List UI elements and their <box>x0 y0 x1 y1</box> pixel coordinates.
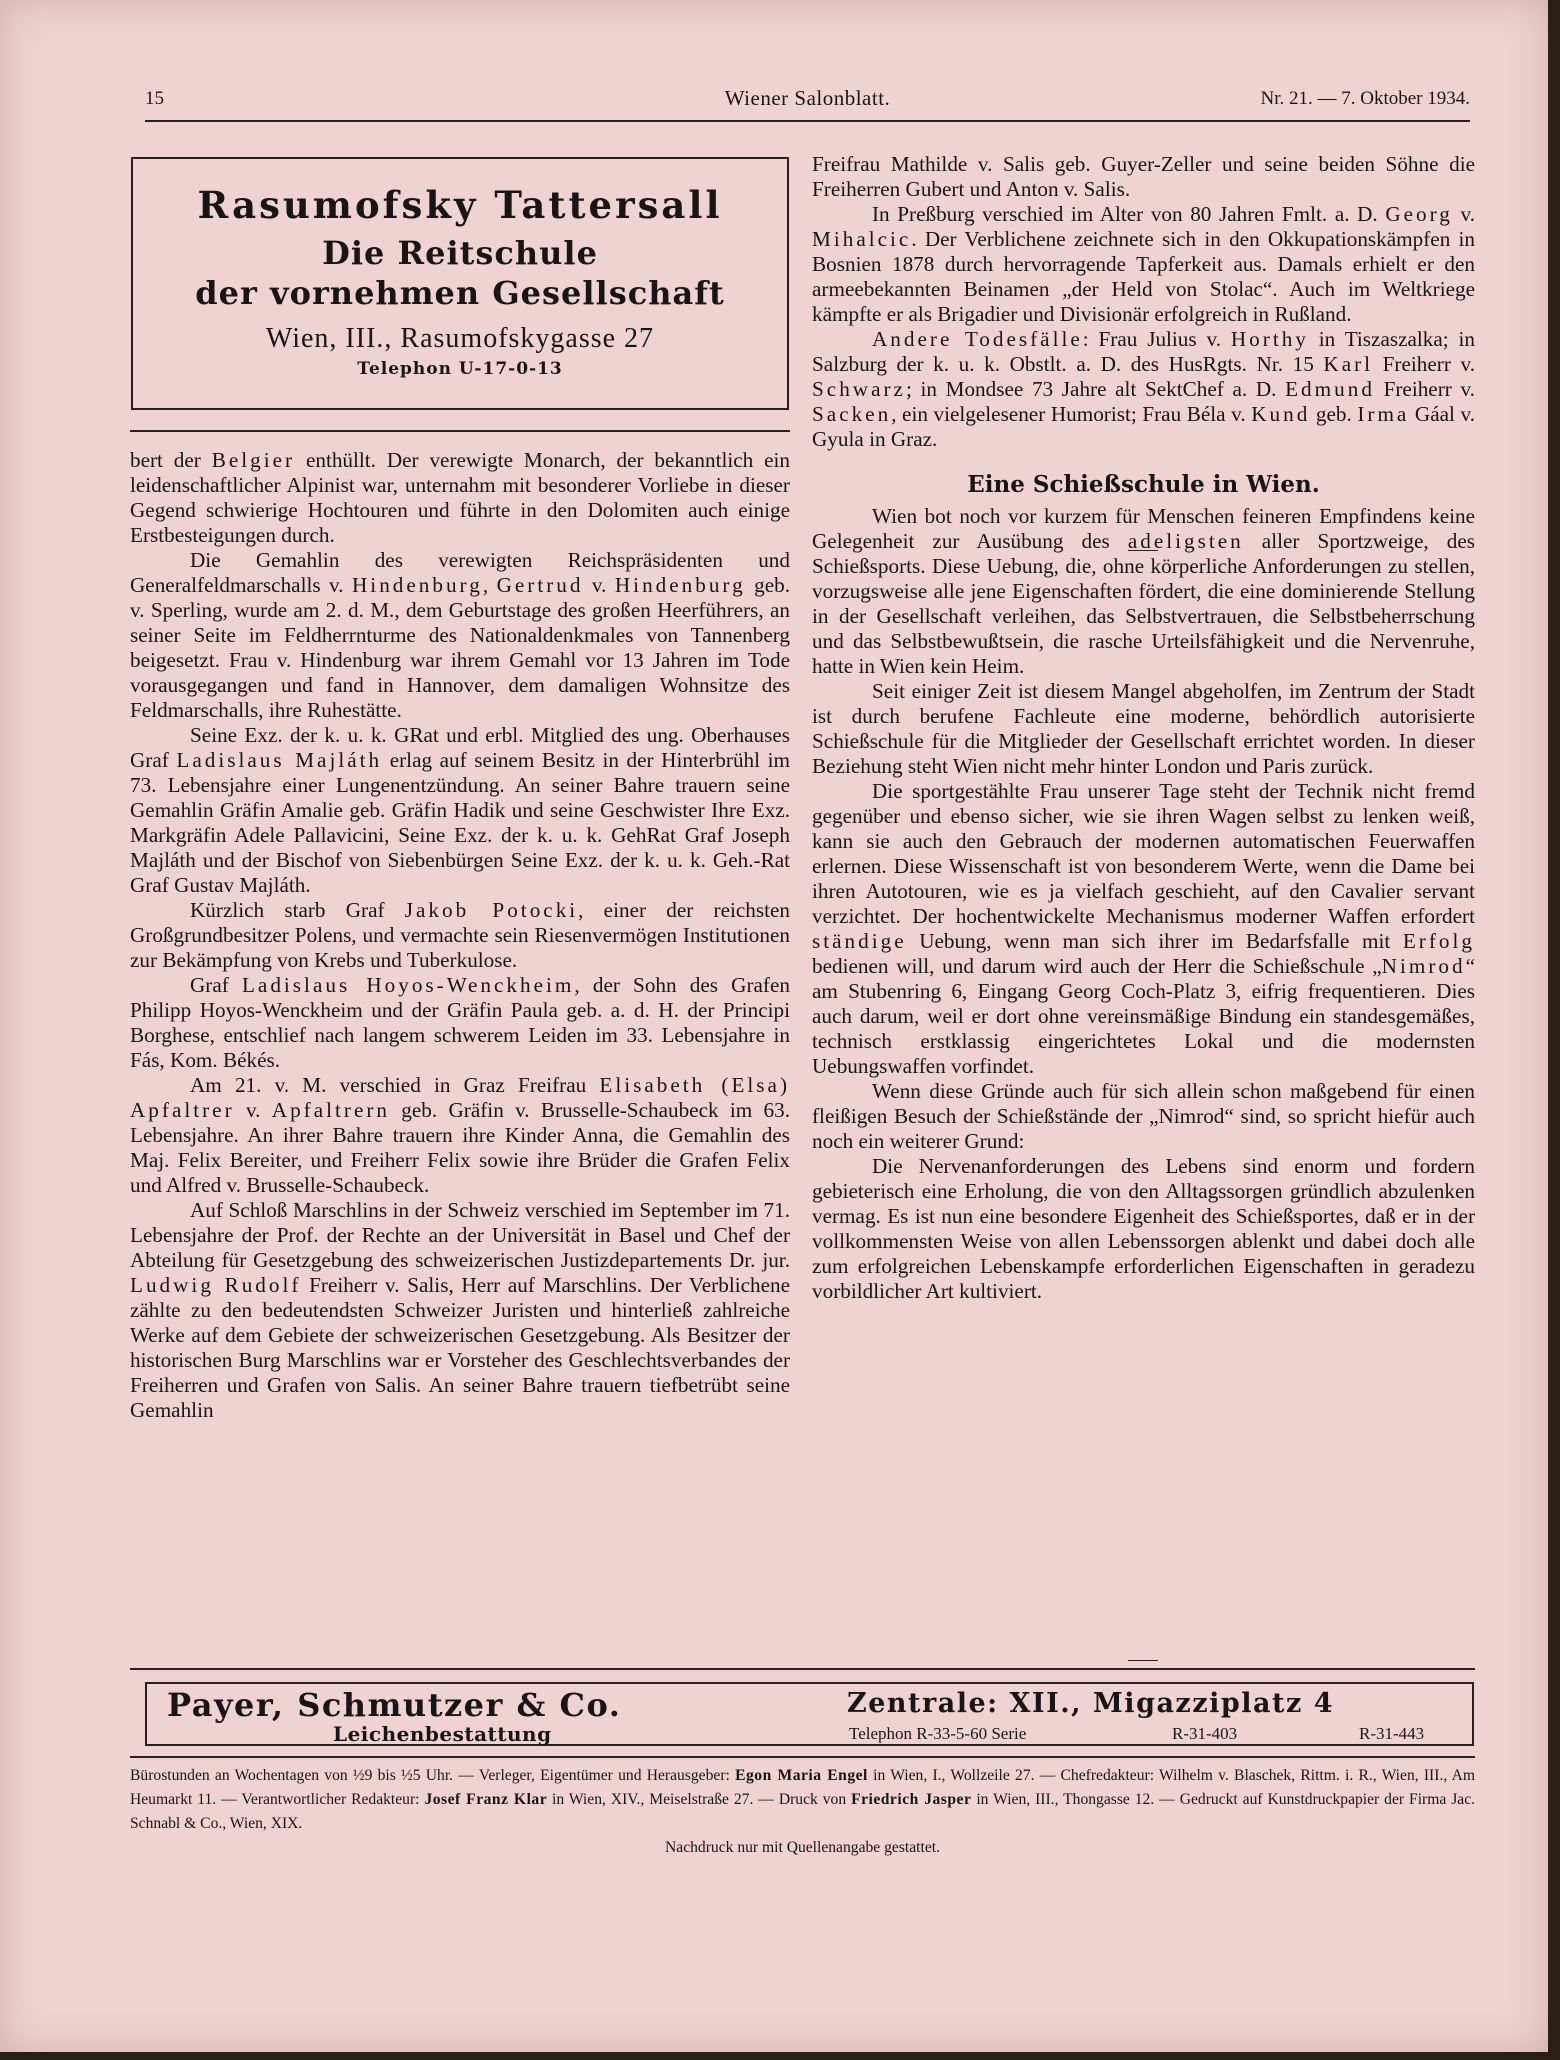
ad-company-name: Payer, Schmutzer & Co. <box>167 1686 622 1724</box>
divider <box>130 1668 1475 1670</box>
ad-company-subtitle: Leichenbestattung <box>333 1722 552 1746</box>
imprint-note: Nachdruck nur mit Quellenangabe gestattet. <box>665 1839 940 1856</box>
paragraph: Freifrau Mathilde v. Salis geb. Guyer-Zeller und seine beiden Söhne die Freiherren Gubert und Anton v. Salis. <box>812 152 1475 201</box>
paragraph: In Preßburg verschied im Alter von 80 Jahren Fmlt. a. D. Georg v. Mihalcic. Der Verblichene zeichnete sich in den Okkupationskämpfen in Bosnien 1878 durch hervorragende Tapferkeit aus. Damals erhielt er den armeebekannten Beinamen „der Held von Stolac“. Auch im Weltkriege kämpfte er als Brigadier und Divisionär erfolgreich in Rußland. <box>812 202 1476 326</box>
ad-address: Wien, III., Rasumofskygasse 27 <box>265 323 655 354</box>
advertisement-tattersall <box>131 157 789 410</box>
paragraph: bert der Belgier enthüllt. Der verewigte Monarch, der bekanntlich ein leidenschaftlicher Alpinist war, unternahm mit besonderer Vorliebe in dieser Gegend schwierige Hochtouren und führte in den Dolomiten auch einige Erstbesteigungen durch. <box>130 448 790 547</box>
ad-phone: R-31-403 <box>1172 1724 1238 1743</box>
paragraph: Die Gemahlin des verewigten Reichspräsidenten und Generalfeldmarschalls v. Hindenburg, Gertrud v. Hindenburg geb. v. Sperling, wurde am 2. d. M., dem Geburtstage des großen Heerführers, an seiner Seite im Feldherrnturme des Nationaldenkmales von Tannenberg beigesetzt. Frau v. Hindenburg war ihrem Gemahl vor 13 Jahren im Tode vorausgegangen und fand in Hannover, dem damaligen Wohnsitze des Feldmarschalls, ihre Ruhestätte. <box>130 548 791 722</box>
paragraph: Wien bot noch vor kurzem für Menschen feineren Empfindens keine Gelegenheit zur Ausübung des adeligsten aller Sportzweige, des Schießsports. Diese Uebung, die, ohne körperliche Anforderungen zu stellen, vorzugsweise alle jene Eigenschaften fördert, die eine dominierende Stellung in der Gesellschaft verleihen, das Selbstvertrauen, die Selbstbeherrschung und das Selbstbewußtsein, die rasche Urteilsfähigkeit und die Nervenruhe, hatte in Wien kein Heim. <box>812 504 1475 678</box>
paragraph: Graf Ladislaus Hoyos-Wenckheim, der Sohn des Grafen Philipp Hoyos-Wenckheim und der Gräfin Paula geb. a. d. H. der Principi Borghese, entschlief nach langem schwerem Leiden im 33. Lebensjahre in Fás, Kom. Békés. <box>130 973 790 1072</box>
publication-title: Wiener Salonblatt. <box>724 86 891 110</box>
section-heading: Eine Schießschule in Wien. <box>967 471 1320 498</box>
left-column <box>130 448 790 1423</box>
paragraph: Andere Todesfälle: Frau Julius v. Horthy in Tiszaszalka; in Salzburg der k. u. k. Obstlt. a. D. des HusRgts. Nr. 15 Karl Freiherr v. Schwarz; in Mondsee 73 Jahre alt SektChef a. D. Edmund Freiherr v. Sacken, ein vielgelesener Humorist; Frau Béla v. Kund geb. Irma Gáal v. Gyula in Graz. <box>812 327 1475 451</box>
paragraph: Seine Exz. der k. u. k. GRat und erbl. Mitglied des ung. Oberhauses Graf Ladislaus Majláth erlag auf seinem Besitz in der Hinterbrühl im 73. Lebensjahre einer Lungenentzündung. An seiner Bahre trauern seine Gemahlin Gräfin Amalie geb. Gräfin Hadik und seine Geschwister Ihre Exz. Markgräfin Adele Pallavicini, Seine Exz. der k. u. k. GehRat Graf Joseph Majláth und der Bischof von Siebenbürgen Seine Exz. der k. u. k. Geh.-Rat Graf Gustav Majláth. <box>130 723 790 897</box>
ad-phone: R-31-443 <box>1359 1724 1425 1743</box>
paragraph: Kürzlich starb Graf Jakob Potocki, einer der reichsten Großgrundbesitzer Polens, und vermachte sein Riesenvermögen Institutionen zur Bekämpfung von Krebs und Tuberkulose. <box>130 898 790 972</box>
divider <box>130 430 790 432</box>
page-header <box>145 84 1470 122</box>
issue-date: Nr. 21. — 7. Oktober 1934. <box>1260 88 1470 109</box>
divider <box>130 1756 1475 1758</box>
ad-company-address: Zentrale: XII., Migazziplatz 4 <box>847 1688 1334 1719</box>
section-dash <box>1128 1660 1158 1661</box>
page-edge <box>0 2052 1560 2060</box>
ad-phone: Telephon U-17-0-13 <box>357 359 563 379</box>
paragraph: Die Nervenanforderungen des Lebens sind enorm und fordern gebieterisch eine Erholung, die von den Alltagssorgen gründlich abzulenken vermag. Es ist nun eine besondere Eigenheit des Schießsportes, daß er in der vollkommensten Weise von allen Lebenssorgen ablenkt und dabei doch alle zum erfolgreichen Lebenskampfe erforderlichen Eigenschaften in geradezu vorbildlicher Art kultiviert. <box>812 1154 1475 1303</box>
ad-title: Rasumofsky Tattersall <box>197 183 723 227</box>
paragraph: Seit einiger Zeit ist diesem Mangel abgeholfen, im Zentrum der Stadt ist durch berufene Fachleute eine moderne, behördlich autorisierte Schießschule für die Mitglieder der Gesellschaft errichtet worden. In dieser Beziehung steht Wien nicht mehr hinter London und Paris zurück. <box>812 679 1475 778</box>
right-column <box>812 152 1475 1304</box>
advertisement-funeral <box>145 1682 1474 1746</box>
paragraph: Wenn diese Gründe auch für sich allein schon maßgebend für einen fleißigen Besuch der Schießstände der „Nimrod“ sind, so spricht hiefür auch noch ein weiterer Grund: <box>812 1079 1475 1153</box>
ad-phone: Telephon R-33-5-60 Serie <box>849 1724 1027 1743</box>
paragraph: Auf Schloß Marschlins in der Schweiz verschied im September im 71. Lebensjahre der Prof. der Rechte an der Universität in Basel und Chef der Abteilung für Gesetzgebung des schweizerischen Justizdepartements Dr. jur. Ludwig Rudolf Freiherr v. Salis, Herr auf Marschlins. Der Verblichene zählte zu den bedeutendsten Schweizer Juristen und hinterließ zahlreiche Werke auf dem Gebiete der schweizerischen Gesetzgebung. Als Besitzer der historischen Burg Marschlins war er Vorsteher des Geschlechtsverbandes der Freiherren und Grafen von Salis. An seiner Bahre trauern tiefbetrübt seine Gemahlin <box>130 1198 790 1422</box>
paragraph: Am 21. v. M. verschied in Graz Freifrau Elisabeth (Elsa) Apfaltrer v. Apfaltrern geb. Gräfin v. Brusselle-Schaubeck im 63. Lebensjahre. An ihrer Bahre trauern ihre Kinder Anna, die Gemahlin des Maj. Felix Bereiter, und Freiherr Felix sowie ihre Brüder die Grafen Felix und Alfred v. Brusselle-Schaubeck. <box>130 1073 791 1197</box>
page-edge <box>1548 0 1560 2060</box>
imprint <box>130 1764 1475 1860</box>
page-number: 15 <box>145 88 164 109</box>
paragraph: Die sportgestählte Frau unserer Tage steht der Technik nicht fremd gegenüber und ebenso sicher, wie sie ihren Wagen selbst zu lenken weiß, kann sie auch den Gebrauch der modernen automatischen Feuerwaffen erlernen. Diese Wissenschaft ist von besonderem Werte, wenn die Dame bei ihren Autotouren, wie es ja vielfach geschieht, auf den Cavalier servant verzichtet. Der hochentwickelte Mechanismus moderner Waffen erfordert ständige Uebung, wenn man sich ihrer im Bedarfsfalle mit Erfolg bedienen will, und darum wird auch der Herr die Schießschule „Nimrod“ am Stubenring 6, Eingang Georg Coch-Platz 3, eifrig frequentieren. Dies auch darum, weil er dort ohne vereinsmäßige Bindung ein standesgemäßes, technisch erstklassig eingerichtetes Lokal und die modernsten Uebungswaffen vorfindet. <box>812 779 1475 1078</box>
imprint-text: Bürostunden an Wochentagen von ½9 bis ½5 Uhr. — Verleger, Eigentümer und Herausgeber: Egon Maria Engel in Wien, I., Wollzeile 27. — Chefredakteur: Wilhelm v. Blaschek, Rittm. i. R., Wien, III., Am Heumarkt 11. — Verantwortlicher Redakteur: Josef Franz Klar in Wien, XIV., Meiselstraße 27. — Druck von Friedrich Jasper in Wien, III., Thongasse 12. — Gedruckt auf Kunstdruckpapier der Firma Jac. Schnabl & Co., Wien, XIX. <box>130 1767 1476 1832</box>
section-dash <box>1128 550 1158 551</box>
ad-subtitle-2: der vornehmen Gesellschaft <box>195 274 725 312</box>
ad-subtitle-1: Die Reitschule <box>322 234 598 272</box>
